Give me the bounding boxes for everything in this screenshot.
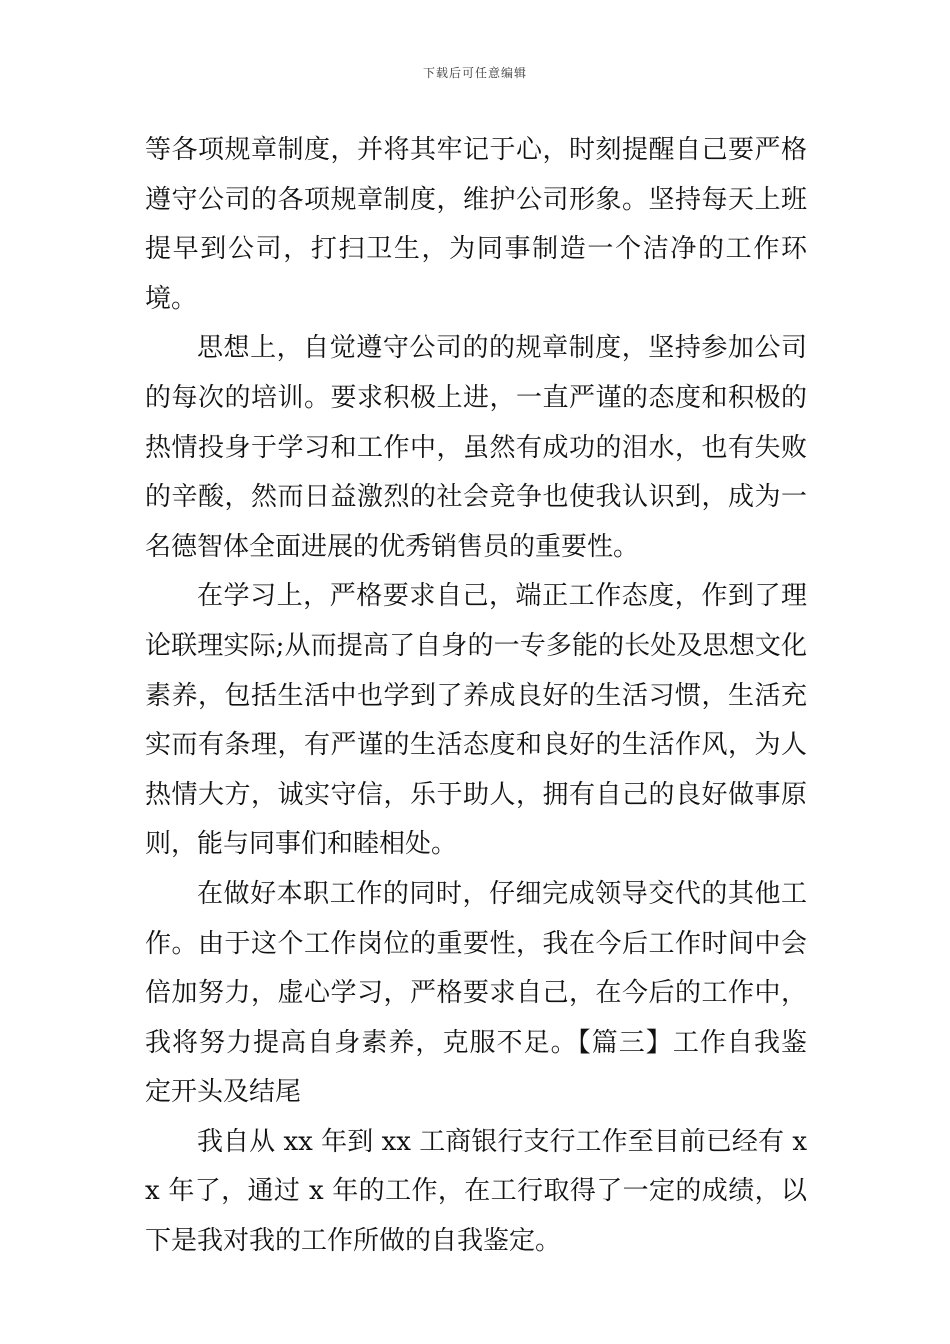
paragraph-continuation: 等各项规章制度，并将其牢记于心，时刻提醒自己要严格遵守公司的各项规章制度，维护公司形象。坚持每天上班提早到公司，打扫卫生，为同事制造一个洁净的工作环境。 [145, 135, 807, 314]
paragraph-thought: 思想上，自觉遵守公司的的规章制度，坚持参加公司的每次的培训。要求积极上进，一直严谨的态度和积极的热情投身于学习和工作中，虽然有成功的泪水，也有失败的辛酸，然而日益激烈的社会竞争也使我认识到，成为一名德智体全面进展的优秀销售员的重要性。 [145, 333, 807, 562]
document-body [145, 126, 807, 1267]
paragraph-bank-intro: 我自从 xx 年到 xx 工商银行支行工作至目前已经有 xx 年了，通过 x 年的工作，在工行取得了一定的成绩，以下是我对我的工作所做的自我鉴定。 [145, 1126, 807, 1257]
paragraph-study: 在学习上，严格要求自己，端正工作态度，作到了理论联理实际;从而提高了自身的一专多能的长处及思想文化素养，包括生活中也学到了养成良好的生活习惯，生活充实而有条理，有严谨的生活态度和良好的生活作风，为人热情大方，诚实守信，乐于助人，拥有自己的良好做事原则，能与同事们和睦相处。 [145, 581, 807, 860]
paragraph-work: 在做好本职工作的同时，仔细完成领导交代的其他工作。由于这个工作岗位的重要性，我在今后工作时间中会倍加努力，虚心学习，严格要求自己，在今后的工作中，我将努力提高自身素养，克服不足。【篇三】工作自我鉴定开头及结尾 [145, 878, 807, 1108]
page-header: 下载后可任意编辑 [422, 66, 527, 80]
